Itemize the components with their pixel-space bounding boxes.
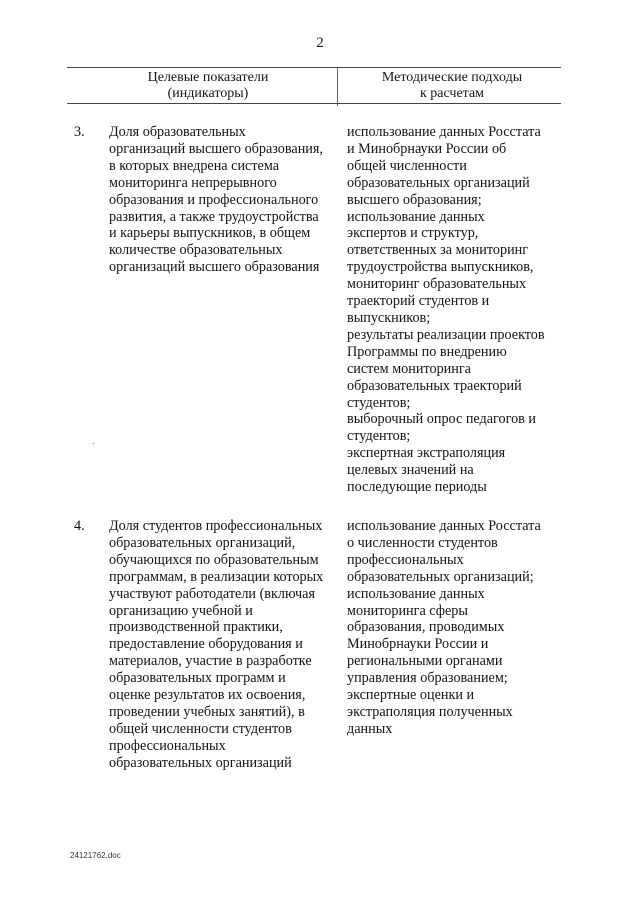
- cell-line: образовательных организаций: [347, 174, 530, 191]
- indicator-cell: [109, 124, 323, 276]
- cell-line: развития, а также трудоустройства: [109, 208, 319, 225]
- cell-line: образовательных траекторий: [347, 377, 522, 394]
- header-indicators: [108, 70, 308, 102]
- cell-line: использование данных: [347, 208, 485, 225]
- cell-line: использование данных Росстата: [347, 124, 541, 140]
- cell-line: экспертные оценки и: [347, 687, 475, 704]
- header-methods-line: к расчетам: [419, 86, 485, 101]
- cell-line: количестве образовательных: [109, 242, 283, 259]
- cell-line: общей численности студентов: [109, 720, 292, 737]
- cell-line: образовательных организаций,: [109, 534, 296, 551]
- cell-line: Доля образовательных: [109, 124, 246, 140]
- row-number: 4.: [74, 518, 85, 534]
- cell-line: профессиональных: [347, 551, 464, 568]
- cell-line: экспертов и структур,: [347, 225, 479, 242]
- cell-line: использование данных: [347, 585, 485, 602]
- cell-line: траекторий студентов и: [347, 293, 490, 310]
- cell-line: использование данных Росстата: [347, 518, 541, 534]
- table-header-rule: [67, 103, 561, 104]
- cell-line: обучающихся по образовательным: [109, 551, 319, 568]
- cell-line: образования, проводимых: [347, 619, 505, 636]
- cell-line: образовательных организаций;: [347, 568, 534, 585]
- cell-line: организаций высшего образования,: [109, 140, 323, 157]
- cell-line: материалов, участие в разработке: [109, 653, 312, 670]
- method-cell: [347, 518, 541, 738]
- row-number: 3.: [74, 124, 85, 140]
- cell-line: последующие периоды: [347, 479, 487, 496]
- indicator-cell: [109, 518, 323, 772]
- cell-line: участвуют работодатели (включая: [109, 585, 315, 602]
- cell-line: студентов;: [347, 394, 411, 411]
- cell-line: выпускников;: [347, 309, 431, 326]
- method-cell: [347, 124, 545, 496]
- cell-line: общей численности: [347, 157, 467, 174]
- page-number: 2: [316, 35, 324, 51]
- table-top-rule: [67, 67, 561, 68]
- cell-line: данных: [347, 720, 393, 737]
- header-column-divider: [337, 68, 338, 106]
- cell-line: о численности студентов: [347, 534, 498, 551]
- cell-line: результаты реализации проектов: [347, 326, 545, 343]
- cell-line: Доля студентов профессиональных: [109, 518, 323, 534]
- cell-line: управления образованием;: [347, 670, 508, 687]
- cell-line: Минобрнауки России и: [347, 636, 489, 653]
- cell-line: профессиональных: [109, 737, 226, 754]
- header-methods-line: Методические подходы: [381, 70, 523, 85]
- cell-line: мониторинг образовательных: [347, 276, 527, 293]
- cell-line: программам, в реализации которых: [109, 568, 324, 585]
- cell-line: мониторинга непрерывного: [109, 174, 277, 191]
- header-indicators-line: Целевые показатели: [147, 70, 269, 85]
- cell-line: мониторинга сферы: [347, 602, 468, 619]
- cell-line: систем мониторинга: [347, 360, 471, 377]
- cell-line: ответственных за мониторинг: [347, 242, 529, 259]
- cell-line: целевых значений на: [347, 462, 474, 479]
- cell-line: трудоустройства выпускников,: [347, 259, 534, 276]
- cell-line: в которых внедрена система: [109, 157, 280, 174]
- cell-line: проведении учебных занятий), в: [109, 703, 305, 720]
- cell-line: оценке результатов их освоения,: [109, 687, 306, 704]
- cell-line: выборочный опрос педагогов и: [347, 411, 537, 428]
- cell-line: Программы по внедрению: [347, 343, 507, 360]
- cell-line: экстраполяция полученных: [347, 703, 513, 720]
- cell-line: и карьеры выпускников, в общем: [109, 225, 311, 242]
- header-methods: [345, 70, 559, 102]
- cell-line: и Минобрнауки России об: [347, 140, 507, 157]
- cell-line: предоставление оборудования и: [109, 636, 303, 653]
- cell-line: образовательных программ и: [109, 670, 286, 687]
- cell-line: студентов;: [347, 428, 411, 445]
- scan-speck: [93, 443, 94, 444]
- cell-line: организаций высшего образования: [109, 259, 320, 276]
- cell-line: образования и профессионального: [109, 191, 319, 208]
- header-indicators-line: (индикаторы): [167, 86, 249, 101]
- cell-line: экспертная экстраполяция: [347, 445, 506, 462]
- cell-line: региональными органами: [347, 653, 503, 670]
- document-code: 24121762.doc: [70, 851, 121, 860]
- cell-line: организацию учебной и: [109, 602, 253, 619]
- cell-line: образовательных организаций: [109, 754, 292, 771]
- cell-line: производственной практики,: [109, 619, 283, 636]
- cell-line: высшего образования;: [347, 191, 482, 208]
